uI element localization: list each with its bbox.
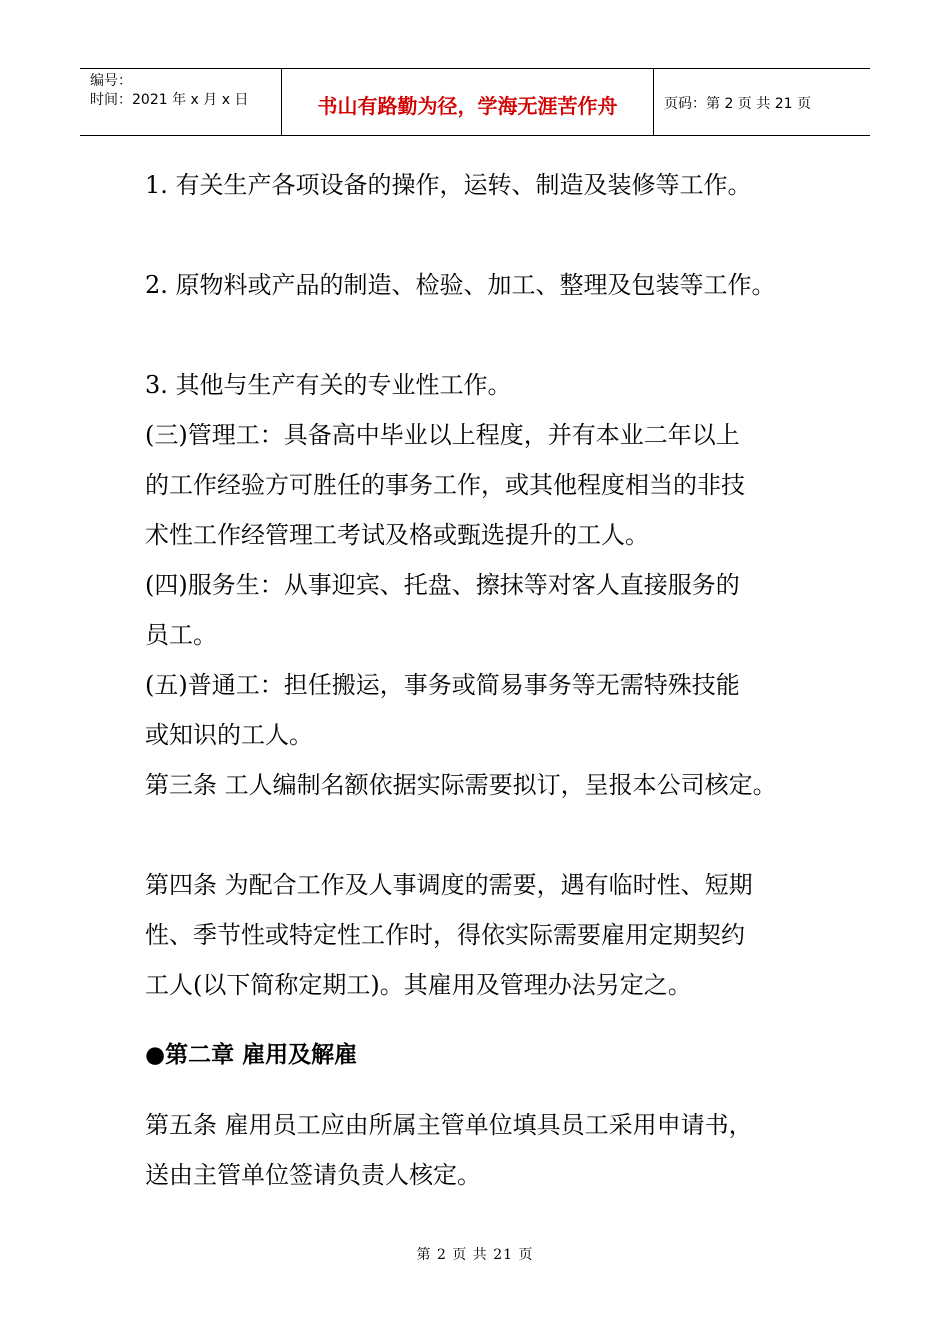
paragraph-line: 第四条 为配合工作及人事调度的需要，遇有临时性、短期	[145, 871, 753, 899]
document-body	[145, 160, 825, 1200]
document-date: 时间：2021 年 x 月 x 日	[90, 92, 249, 108]
page-footer: 第 2 页 共 21 页	[416, 1247, 534, 1263]
paragraph-line: (三)管理工：具备高中毕业以上程度，并有本业二年以上	[145, 421, 740, 449]
paragraph-line: 的工作经验方可胜任的事务工作，或其他程度相当的非技	[145, 471, 745, 499]
paragraph-line: 术性工作经管理工考试及格或甄选提升的工人。	[145, 521, 649, 549]
paragraph-line: (四)服务生：从事迎宾、托盘、擦抹等对客人直接服务的	[145, 571, 740, 599]
header-page-info: 页码：第 2 页 共 21 页	[664, 96, 811, 112]
paragraph-line: 送由主管单位签请负责人核定。	[145, 1161, 481, 1189]
document-number-label: 编号：	[90, 73, 132, 89]
header-motto: 书山有路勤为径，学海无涯苦作舟	[282, 69, 654, 135]
paragraph-line: 2. 原物料或产品的制造、检验、加工、整理及包装等工作。	[145, 271, 776, 299]
header-meta	[80, 69, 282, 135]
paragraph-line: 工人(以下简称定期工)。其雇用及管理办法另定之。	[145, 971, 692, 999]
paragraph-line: (五)普通工：担任搬运，事务或简易事务等无需特殊技能	[145, 671, 740, 699]
chapter-heading: ●第二章 雇用及解雇	[145, 1042, 358, 1068]
paragraph-line: 1. 有关生产各项设备的操作，运转、制造及装修等工作。	[145, 171, 752, 199]
paragraph-line: 性、季节性或特定性工作时，得依实际需要雇用定期契约	[145, 921, 745, 949]
paragraph-line: 第五条 雇用员工应由所属主管单位填具员工采用申请书，	[145, 1111, 753, 1139]
paragraph-line: 3. 其他与生产有关的专业性工作。	[145, 371, 512, 399]
paragraph-line: 员工。	[145, 621, 217, 649]
paragraph-line: 第三条 工人编制名额依据实际需要拟订，呈报本公司核定。	[145, 771, 777, 799]
paragraph-line: 或知识的工人。	[145, 721, 313, 749]
page-header	[80, 68, 870, 136]
